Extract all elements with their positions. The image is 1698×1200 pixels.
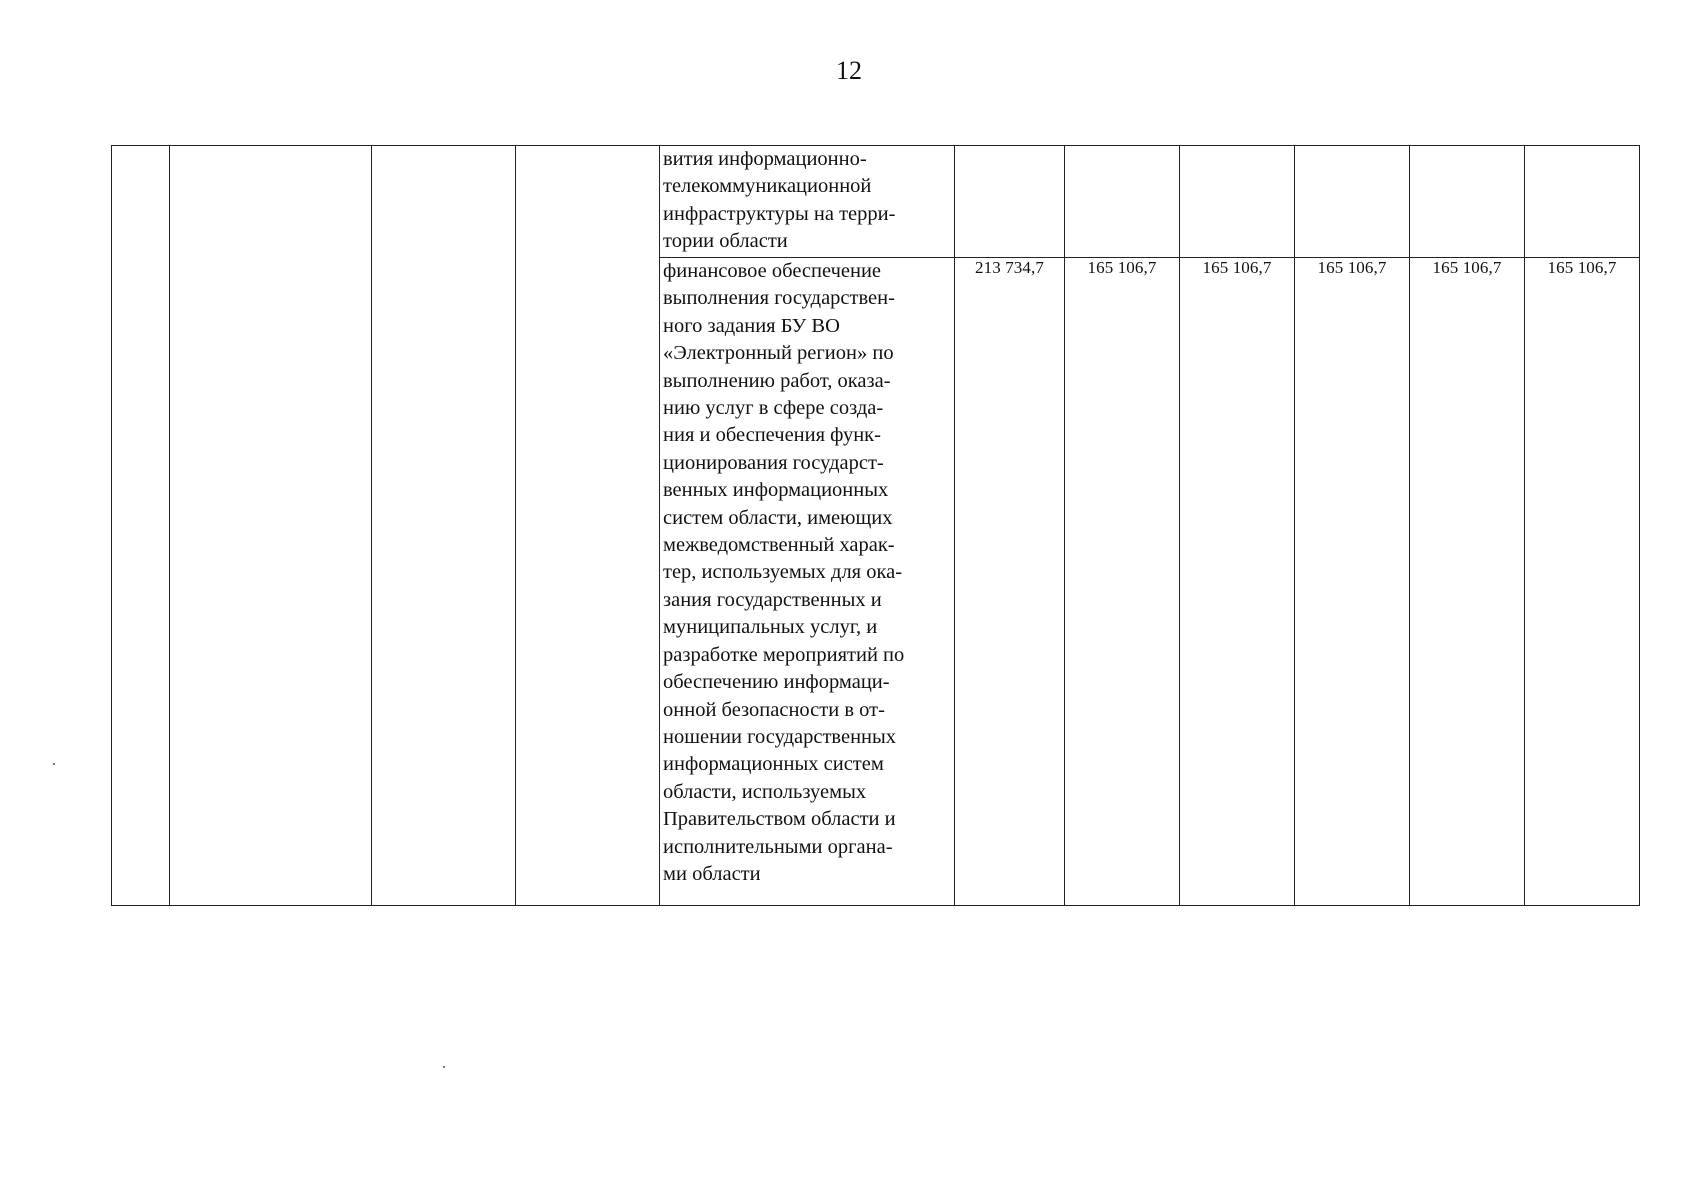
empty-cell [112, 146, 170, 906]
measure-description-cell [660, 258, 955, 906]
measure-description: вития информационно- телекоммуникационной инфраструктуры на терри- тории области [663, 148, 896, 253]
page-number: 12 [836, 56, 862, 85]
value-cell [1410, 146, 1525, 258]
measure-description-cell [660, 146, 955, 258]
value-cell: 165 106,7 [1525, 258, 1640, 906]
value-cell [1065, 146, 1180, 258]
scan-speck [443, 1066, 445, 1068]
value-cell: 165 106,7 [1180, 258, 1295, 906]
value-cell: 165 106,7 [1065, 258, 1180, 906]
scan-speck [53, 763, 55, 765]
value-cell: 165 106,7 [1410, 258, 1525, 906]
empty-cell [372, 146, 516, 906]
value-cell [1295, 146, 1410, 258]
table-row [112, 146, 1640, 258]
empty-cell [516, 146, 660, 906]
measure-description: финансовое обеспечение выполнения государствен- ного задания БУ ВО «Электронный регион» по выполнению работ, оказа- нию услуг в сфере созда- ния и обеспечения функ- ционирования государст- венных информационных систем области, имеющих межведомственный харак- тер, используемых для ока- зания государственных и муниципальных услуг, и разработке мероприятий по обеспечению информаци- онной безопасности в от- ношении государственных информационных систем области, используемых Правительством области и исполнительными органа- ми области [663, 260, 905, 885]
value-cell: 213 734,7 [955, 258, 1065, 906]
value-cell [1525, 146, 1640, 258]
value-cell [1180, 146, 1295, 258]
value-cell: 165 106,7 [1295, 258, 1410, 906]
empty-cell [170, 146, 372, 906]
value-cell [955, 146, 1065, 258]
budget-table [111, 145, 1640, 906]
